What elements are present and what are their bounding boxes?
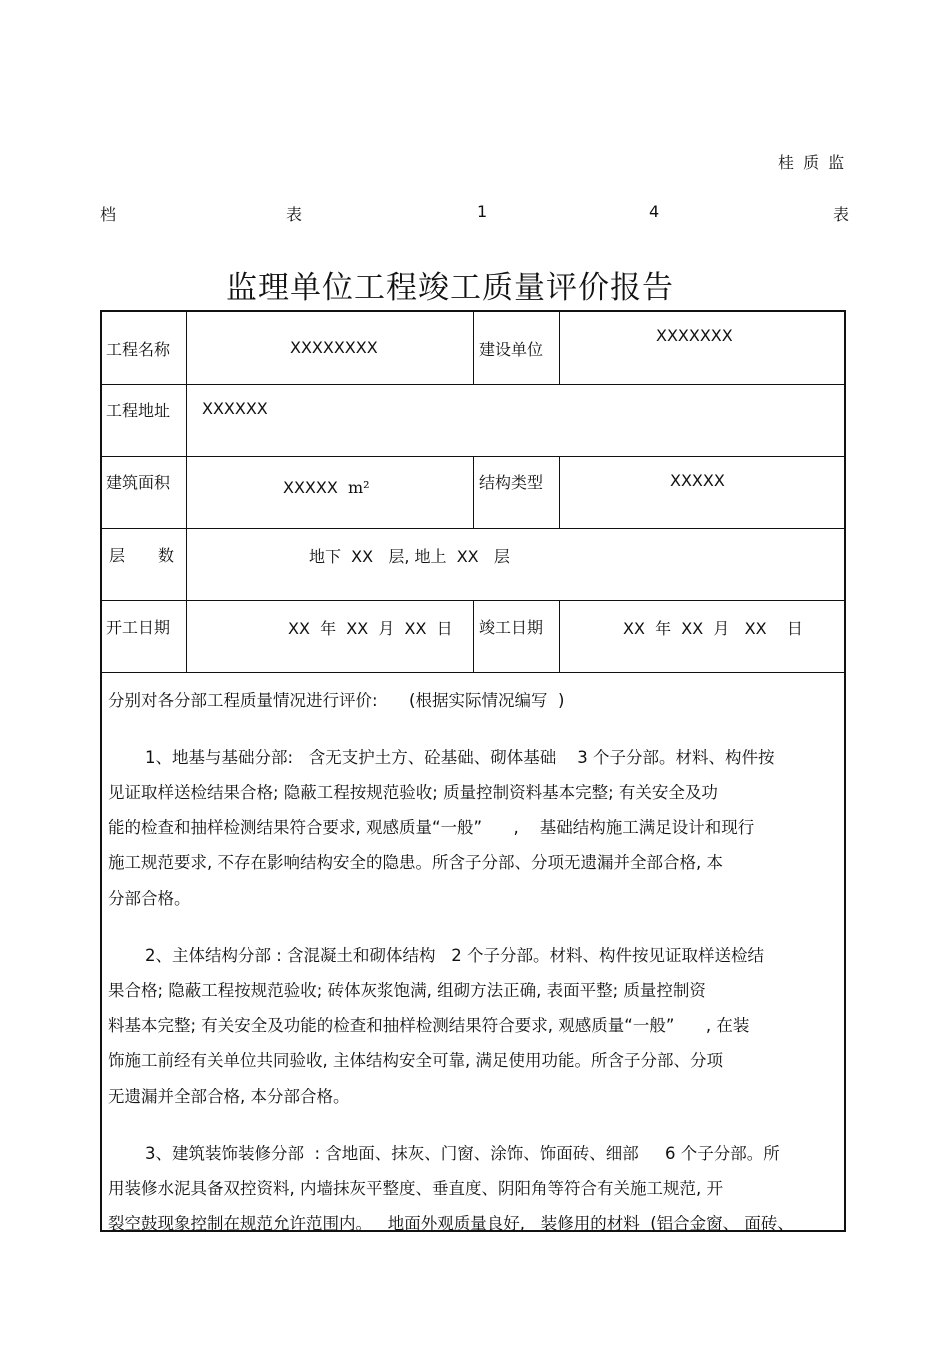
builder-label: 建设单位 <box>479 340 544 359</box>
address-label: 工程地址 <box>106 401 171 420</box>
section2-line: 果合格; 隐蔽工程按规范验收; 砖体灰浆饱满, 组砌方法正确, 表面平整; 质量控制资 <box>108 981 706 1000</box>
section2-line: 2、主体结构分部 : 含混凝土和砌体结构 2 个子分部。材料、构件按见证取样送检结 <box>145 946 765 965</box>
section1-line: 能的检查和抽样检测结果符合要求, 观感质量“一般” , 基础结构施工满足设计和现行 <box>108 818 755 837</box>
finish-date-label: 竣工日期 <box>479 618 544 637</box>
table-rule <box>186 311 187 672</box>
floors-label-1: 层 <box>109 546 126 565</box>
section1-line: 施工规范要求, 不存在影响结构安全的隐患。所含子分部、分项无遗漏并全部合格, 本 <box>108 853 723 872</box>
project-name-label: 工程名称 <box>106 340 171 359</box>
table-rule <box>473 456 474 528</box>
section3-line: 裂空鼓现象控制在规范允许范围内。 地面外观质量良好, 装修用的材料 (铝合金窗、 面砖、 <box>108 1214 794 1233</box>
finish-date-value: XX 年 XX 月 XX 日 <box>623 619 803 638</box>
section1-line: 1、地基与基础分部: 含无支护土方、砼基础、砌体基础 3 个子分部。材料、构件按 <box>145 748 775 767</box>
address-value: XXXXXX <box>202 399 268 418</box>
archive-char-5: 表 <box>833 205 850 224</box>
table-rule <box>559 311 560 384</box>
archive-char-4: 4 <box>649 202 660 221</box>
table-rule <box>559 456 560 528</box>
org-code: 桂 质 监 <box>778 153 847 172</box>
floors-label-2: 数 <box>158 546 175 565</box>
builder-value: XXXXXXX <box>656 326 733 345</box>
section1-line: 分部合格。 <box>108 889 191 908</box>
section1-line: 见证取样送检结果合格; 隐蔽工程按规范验收; 质量控制资料基本完整; 有关安全及功 <box>108 783 718 802</box>
area-unit: m² <box>347 478 370 497</box>
floors-value: 地下 XX 层, 地上 XX 层 <box>309 547 510 566</box>
structure-value: XXXXX <box>670 471 725 490</box>
table-rule <box>473 600 474 672</box>
structure-label: 结构类型 <box>479 473 544 492</box>
area-value <box>283 478 370 497</box>
area-label: 建筑面积 <box>106 473 171 492</box>
project-name-value: XXXXXXXX <box>290 338 378 357</box>
table-rule <box>100 384 846 385</box>
start-date-label: 开工日期 <box>106 618 171 637</box>
section2-line: 饰施工前经有关单位共同验收, 主体结构安全可靠, 满足使用功能。所含子分部、分项 <box>108 1051 723 1070</box>
page-title: 监理单位工程竣工质量评价报告 <box>226 270 674 306</box>
start-date-value: XX 年 XX 月 XX 日 <box>288 619 453 638</box>
area-number: XXXXX <box>283 478 338 497</box>
archive-char-2: 表 <box>286 205 303 224</box>
table-rule <box>559 600 560 672</box>
section2-line: 料基本完整; 有关安全及功能的检查和抽样检测结果符合要求, 观感质量“一般” , 在装 <box>108 1016 750 1035</box>
archive-char-3: 1 <box>477 202 488 221</box>
section3-line: 用装修水泥具备双控资料, 内墙抹灰平整度、垂直度、阴阳角等符合有关施工规范, 开 <box>108 1179 723 1198</box>
table-rule <box>473 311 474 384</box>
evaluation-intro: 分别对各分部工程质量情况进行评价: (根据实际情况编写 ) <box>108 691 565 710</box>
table-rule <box>100 528 846 529</box>
table-rule <box>100 672 846 673</box>
archive-char-1: 档 <box>100 205 117 224</box>
section2-line: 无遗漏并全部合格, 本分部合格。 <box>108 1087 350 1106</box>
section3-line: 3、建筑装饰装修分部 : 含地面、抹灰、门窗、涂饰、饰面砖、细部 6 个子分部。所 <box>145 1144 780 1163</box>
